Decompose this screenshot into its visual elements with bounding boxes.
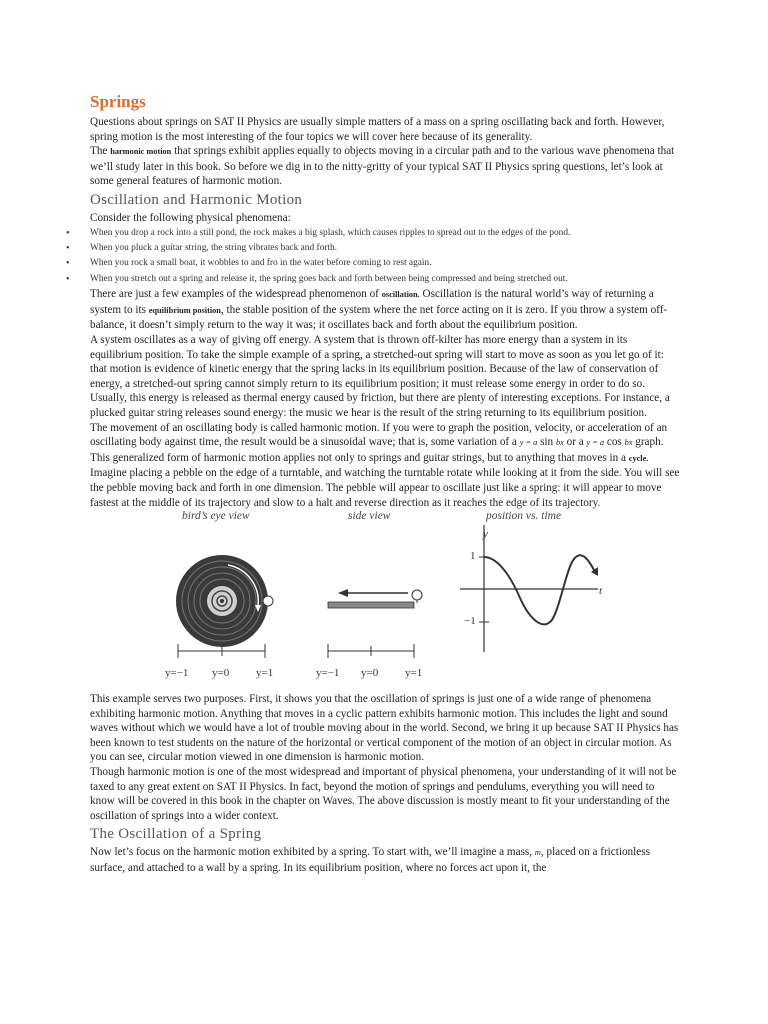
scale-label: y=1 <box>256 667 274 680</box>
spring-paragraph: Now let’s focus on the harmonic motion exhibited by a spring. To start with, we’ll imagine a mass, m, placed on a frictionless surface, and attached to a wall by a spring. In its equilibrium position, where no forces act upon it, the <box>90 846 650 875</box>
turntable-icon <box>176 555 273 647</box>
scale-label: y=0 <box>212 667 230 680</box>
keyword-equilibrium-position: equilibrium position <box>148 305 221 315</box>
taxed-paragraph: Though harmonic motion is one of the most widespread and important of physical phenomena, your understanding of it will not be taxed to any great extent on SAT II Physics. In fact, beyond the motion of springs and pendulums, everything you will need to know will be covered in this book in the chapter on Waves. The above discussion is mostly meant to fit your understanding of the oscillation of springs into a wider context. <box>90 766 677 822</box>
scale-label: y=−1 <box>165 667 189 680</box>
formula: bx <box>555 438 564 448</box>
graph-tick-bottom: −1 <box>464 615 476 628</box>
caption-birds-eye-view: bird’s eye view <box>182 510 250 523</box>
list-item: • When you stretch out a spring and release it, the spring goes back and forth between being compressed and being stretched out. <box>90 272 680 287</box>
caption-side-view: side view <box>348 510 391 523</box>
scale-label: y=1 <box>405 667 423 680</box>
section-heading-oscillation: Oscillation and Harmonic Motion <box>90 191 303 208</box>
graph-tick-top: 1 <box>470 550 476 563</box>
bullet-icon: • <box>66 227 70 239</box>
keyword-cycle: cycle. <box>628 453 649 463</box>
oscillation-paragraph: There are just a few examples of the widespread phenomenon of oscillation. Oscillation is the natural world’s way of returning a system to its equilibrium position, the stable position of the system where the net force acting on it is zero. If you throw a system off-balance, it doesn’t simply return to the way it was; it oscillates back and forth about the equilibrium position. <box>90 288 668 332</box>
section1-lead: Consider the following physical phenomena: <box>90 211 291 224</box>
keyword-harmonic-motion: harmonic motion <box>110 147 172 157</box>
scale-label: y=−1 <box>316 667 340 680</box>
page-title: Springs <box>90 92 146 111</box>
bullet-icon: • <box>66 242 70 254</box>
energy-paragraph: A system oscillates as a way of giving off energy. A system that is thrown off-kilter has more energy than a system in its equilibrium position. To take the simple example of a spring, a stretched-out spring will start to move as soon as you let go of it: that motion is evidence of kinetic energy that the spring lacks in its equilibrium position. Because of the law of conservation of energy, a stretched-out spring cannot simply return to its equilibrium position; it must release some energy in order to do so. Usually, this energy is released as thermal energy caused by friction, but there are plenty of interesting exceptions. For instance, a plucked guitar string releases sound energy: the music we hear is the result of the string returning to its equilibrium position. <box>90 333 670 419</box>
position-time-graph <box>460 525 598 652</box>
list-item: • When you pluck a guitar string, the string vibrates back and forth. <box>90 241 680 256</box>
list-item: • When you drop a rock into a still pond, the rock makes a big splash, which causes ripples to spread out to the edges of the pond. <box>90 226 680 241</box>
harmonic-motion-paragraph: The movement of an oscillating body is called harmonic motion. If you were to graph the position, velocity, or acceleration of an oscillating body against time, the result would be a sinusoidal wave; that is, some variation of a y = a sin bx or a y = a cos bx graph. This generalized form of harmonic motion applies not only to springs and guitar strings, but to anything that moves in a cycle. Imagine placing a pebble on the edge of a turntable, and watching the turntable rotate while looking at it from the side. You will see the pebble moving back and forth in one dimension. The pebble will appear to oscillate just like a spring: it will appear to move fastest at the middle of its trajectory and slow to a halt and reverse direction as it reaches the edge of its trajectory. <box>90 421 680 509</box>
list-item: • When you rock a small boat, it wobbles to and fro in the water before coming to rest again. <box>90 256 680 271</box>
page-content <box>66 92 680 876</box>
side-view-icon <box>328 589 422 608</box>
formula: bx <box>624 438 633 448</box>
formula: y = a <box>519 438 538 448</box>
bullet-icon: • <box>66 273 70 285</box>
intro-paragraph-2: The harmonic motion that springs exhibit applies equally to objects moving in a circular path and to the various wave phenomena that we’ll study later in this book. So before we dig in to the nitty-gritty of your typical SAT II Physics spring questions, let’s look at some general features of harmonic motion. <box>90 145 675 188</box>
oscillation-figure <box>90 510 680 692</box>
example-purpose-paragraph: This example serves two purposes. First, it shows you that the oscillation of springs is just one of a wide range of phenomena exhibiting harmonic motion. Anything that moves in a cyclic pattern exhibits harmonic motion. This includes the light and sound waves without which we would have a lot of trouble moving about in the world. Second, we bring it up because SAT II Physics has been known to test students on the nature of the horizontal or vertical component of the motion of an object in circular motion. As you can see, circular motion viewed in one dimension is harmonic motion. <box>90 693 679 764</box>
caption-position-vs-time: position vs. time <box>486 510 562 523</box>
keyword-oscillation: oscillation. <box>381 290 420 300</box>
intro-paragraph-1: Questions about springs on SAT II Physics are usually simple matters of a mass on a spring oscillating back and forth. However, spring motion is the most interesting of the four topics we will cover here because of its generality. <box>90 116 665 143</box>
section-heading-spring-oscillation: The Oscillation of a Spring <box>90 826 262 843</box>
bullet-icon: • <box>66 258 70 270</box>
graph-x-axis-label: t <box>599 585 603 598</box>
variable-m: m <box>534 848 541 858</box>
graph-y-axis-label: y <box>483 528 488 541</box>
formula: y = a <box>586 438 605 448</box>
scale-bar-right <box>328 644 414 658</box>
figure-drawing <box>90 510 680 692</box>
phenomena-list <box>66 226 680 288</box>
scale-label: y=0 <box>361 667 379 680</box>
scale-bar-left <box>178 644 265 658</box>
